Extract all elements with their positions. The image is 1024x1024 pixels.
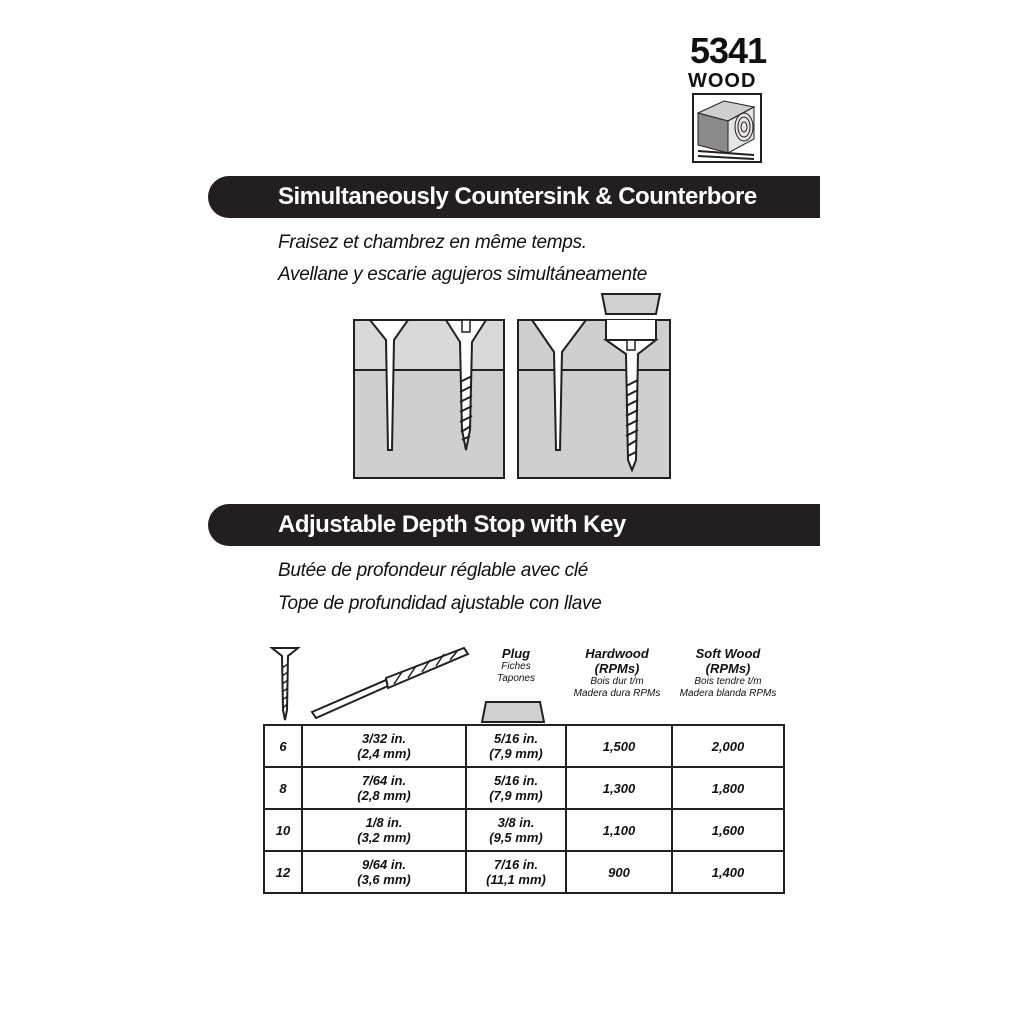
hardwood-header-title: Hardwood <box>585 646 649 661</box>
table-row <box>264 809 784 851</box>
subtitle-spanish-2: Tope de profundidad ajustable con llave <box>278 593 602 614</box>
hardwood-header-fr: Bois dur t/m <box>590 676 644 687</box>
counterbore-panel <box>518 294 670 478</box>
softwood-header-fr: Bois tendre t/m <box>694 676 762 687</box>
drill-inch: 9/64 in. <box>361 857 407 872</box>
model-number: 5341 <box>690 30 767 71</box>
drill-inch: 1/8 in. <box>365 815 403 830</box>
hardwood-header-es: Madera dura RPMs <box>573 688 661 699</box>
screw-size-cell: 12 <box>264 851 302 893</box>
section-banner-depth-stop: Adjustable Depth Stop with Key <box>208 504 820 546</box>
softwood-header-title: Soft Wood <box>695 646 761 661</box>
softwood-rpm-cell: 1,400 <box>672 851 784 893</box>
drill-size-cell <box>302 851 466 893</box>
drill-mm: (2,8 mm) <box>357 788 411 803</box>
drill-mm: (2,4 mm) <box>357 746 411 761</box>
countersink-panel <box>354 320 504 478</box>
hardwood-rpm-cell: 900 <box>566 851 672 893</box>
softwood-rpm-cell: 2,000 <box>672 725 784 767</box>
softwood-column-header <box>672 646 784 700</box>
subtitle-spanish-1: Avellane y escarie agujeros simultáneamente <box>278 264 648 285</box>
subtitle-french-1: Fraisez et chambrez en même temps. <box>278 232 587 253</box>
plug-header-fr: Fiches <box>501 661 531 672</box>
plug-size-cell <box>466 809 566 851</box>
drill-bit-icon <box>312 648 468 718</box>
plug-size-cell <box>466 851 566 893</box>
screw-size-cell: 8 <box>264 767 302 809</box>
plug-inch: 5/16 in. <box>493 773 539 788</box>
plug-icon <box>482 702 544 722</box>
drill-size-cell <box>302 809 466 851</box>
softwood-rpm-cell: 1,800 <box>672 767 784 809</box>
plug-inch: 7/16 in. <box>493 857 539 872</box>
hardwood-column-header <box>562 646 672 700</box>
plug-mm: (7,9 mm) <box>489 746 543 761</box>
plug-mm: (9,5 mm) <box>489 830 543 845</box>
drill-size-cell <box>302 767 466 809</box>
plug-column-header <box>480 646 552 685</box>
hardwood-rpm-cell: 1,500 <box>566 725 672 767</box>
softwood-header-unit: (RPMs) <box>705 661 751 676</box>
hardwood-header-unit: (RPMs) <box>594 661 640 676</box>
plug-size-cell <box>466 725 566 767</box>
screw-size-cell: 6 <box>264 725 302 767</box>
softwood-rpm-cell: 1,600 <box>672 809 784 851</box>
table-row <box>264 725 784 767</box>
material-label: WOOD <box>688 70 757 92</box>
drill-mm: (3,6 mm) <box>357 872 411 887</box>
plug-size-cell <box>466 767 566 809</box>
plug-mm: (11,1 mm) <box>486 872 546 887</box>
table-row <box>264 851 784 893</box>
drill-mm: (3,2 mm) <box>357 830 411 845</box>
hardwood-rpm-cell: 1,100 <box>566 809 672 851</box>
plug-inch: 5/16 in. <box>493 731 539 746</box>
plug-header-title: Plug <box>501 646 531 661</box>
hardwood-rpm-cell: 1,300 <box>566 767 672 809</box>
screw-icon <box>272 648 298 720</box>
countersink-counterbore-diagram <box>350 290 680 490</box>
section-banner-countersink: Simultaneously Countersink & Counterbore <box>208 176 820 218</box>
softwood-header-es: Madera blanda RPMs <box>679 688 777 699</box>
wood-block-icon <box>692 93 762 163</box>
drill-size-cell <box>302 725 466 767</box>
subtitle-french-2: Butée de profondeur réglable avec clé <box>278 560 589 581</box>
table-row <box>264 767 784 809</box>
drill-inch: 3/32 in. <box>361 731 407 746</box>
plug-inch: 3/8 in. <box>497 815 535 830</box>
screw-size-cell: 10 <box>264 809 302 851</box>
drill-spec-table <box>263 724 785 894</box>
plug-header-es: Tapones <box>497 673 535 684</box>
drill-inch: 7/64 in. <box>361 773 407 788</box>
plug-mm: (7,9 mm) <box>489 788 543 803</box>
